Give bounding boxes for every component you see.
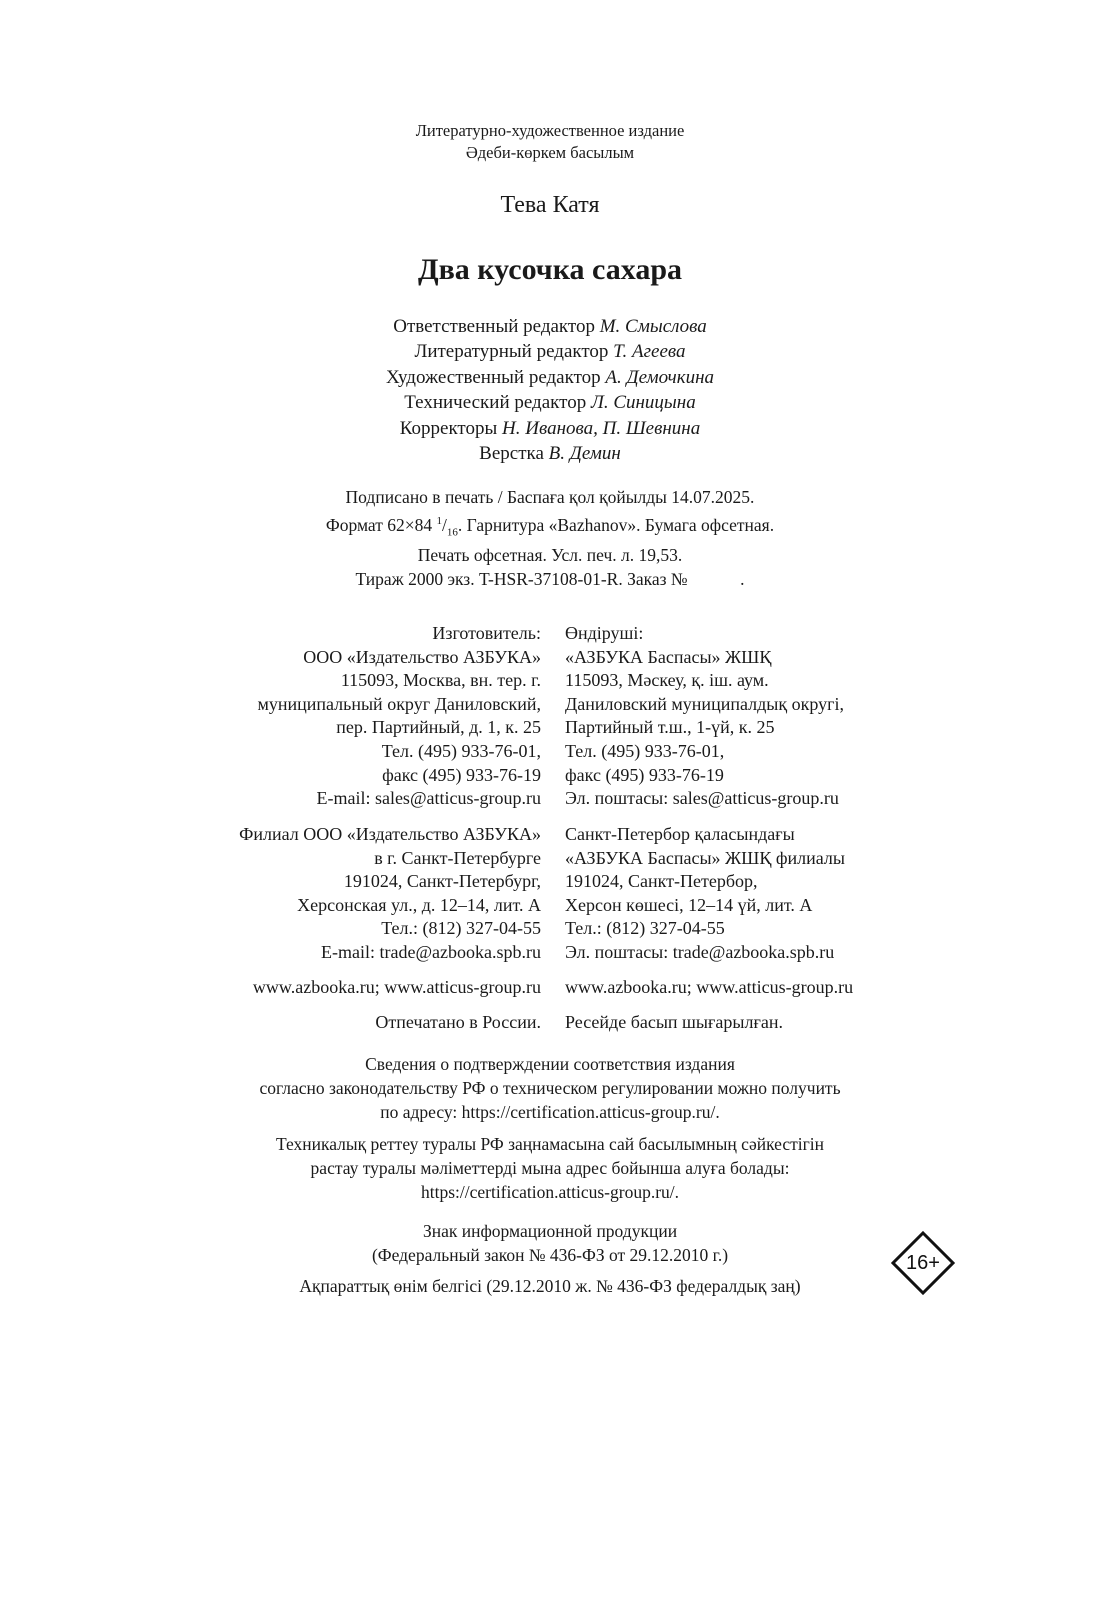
branch-email-ru: E-mail: trade@azbooka.spb.ru: [321, 941, 541, 962]
manufacturer-kz: Өндіруші: «АЗБУКА Баспасы» ЖШҚ 115093, Мәскеу, қ. іш. аум. Даниловский муниципалдық округі, Партийный т.ш., 1-үй, к. 25 Тел. (495) 933-76-01, факс (495) 933-76-19 Эл. поштасы: sales@atticus-group.ru: [565, 622, 844, 811]
author-name: Тева Катя: [500, 192, 600, 218]
format-line: Формат 62×84 $^1/_{16}$. Гарнитура «Bazhanov». Бумага офсетная.: [325, 514, 775, 538]
credit-line: Ответственный редактор М. Смыслова: [393, 316, 707, 337]
websites-kz: www.azbooka.ru; www.atticus-group.ru: [565, 977, 854, 997]
credit-line: Верстка В. Демин: [479, 443, 621, 465]
credit-line: Технический редактор Л. Синицына: [404, 392, 696, 414]
age-rating-label: 16+: [906, 1251, 940, 1274]
genre-ru: Литературно-художественное издание: [415, 121, 685, 140]
genre-block: [0, 120, 1100, 164]
run-line: Тираж 2000 экз. T-HSR-37108-01-R. Заказ № .: [355, 568, 745, 589]
signed-date: Подписано в печать / Баспаға қол қойылды 14.07.2025.: [345, 487, 755, 507]
certification-ru: Сведения о подтверждении соответствия издания согласно законодательству РФ о техническом регулировании можно получить по адресу: https://certification.atticus-group.ru/.: [259, 1054, 841, 1122]
manufacturer-email-kz: Эл. поштасы: sales@atticus-group.ru: [565, 788, 839, 809]
manufacturer-email-ru: E-mail: sales@atticus-group.ru: [316, 788, 541, 809]
printed-in-ru: Отпечатано в России.: [375, 1012, 541, 1032]
branch-email-kz: Эл. поштасы: trade@azbooka.spb.ru: [565, 941, 835, 962]
info-product-sign-kz: Ақпараттық өнім белгісі (29.12.2010 ж. № 436-ФЗ федералдық заң): [299, 1276, 801, 1296]
branch-ru: Филиал ООО «Издательство АЗБУКА» в г. Санкт-Петербурге 191024, Санкт-Петербург, Херсонская ул., д. 12–14, лит. А Тел.: (812) 327-04-55 E-mail: trade@azbooka.spb.ru: [239, 823, 541, 965]
age-rating-badge: [891, 1231, 955, 1295]
imprint-block: [0, 486, 1100, 591]
credit-line: Корректоры Н. Иванова, П. Шевнина: [399, 417, 701, 439]
print-line: Печать офсетная. Усл. печ. л. 19,53.: [417, 545, 683, 566]
websites-ru: www.azbooka.ru; www.atticus-group.ru: [252, 977, 541, 997]
branch-kz: Санкт-Петербор қаласындағы «АЗБУКА Баспасы» ЖШҚ филиалы 191024, Санкт-Петербор, Херсон көшесі, 12–14 үй, лит. А Тел.: (812) 327-04-55 Эл. поштасы: trade@azbooka.spb.ru: [565, 823, 845, 965]
certification-kz: Техникалық реттеу туралы РФ заңнамасына сай басылымның сәйкестігін растау туралы мәліметтерді мына адрес бойынша алуға болады: https://certification.atticus-group.ru/.: [275, 1134, 825, 1202]
genre-kz: Әдеби-көркем басылым: [465, 143, 635, 162]
manufacturer-ru: Изготовитель: ООО «Издательство АЗБУКА» 115093, Москва, вн. тер. г. муниципальный округ Даниловский, пер. Партийный, д. 1, к. 25 Тел. (495) 933-76-01, факс (495) 933-76-19 E-mail: sales@atticus-group.ru: [257, 622, 541, 811]
printed-in-kz: Ресейде басып шығарылған.: [565, 1012, 783, 1032]
credit-line: Художественный редактор А. Демочкина: [385, 366, 715, 388]
credits-block: [0, 314, 1100, 466]
book-title: Два кусочка сахара: [417, 253, 683, 286]
credit-line: Литературный редактор Т. Агеева: [414, 341, 686, 363]
info-product-sign-ru: Знак информационной продукции (Федеральный закон № 436-ФЗ от 29.12.2010 г.): [371, 1221, 729, 1265]
